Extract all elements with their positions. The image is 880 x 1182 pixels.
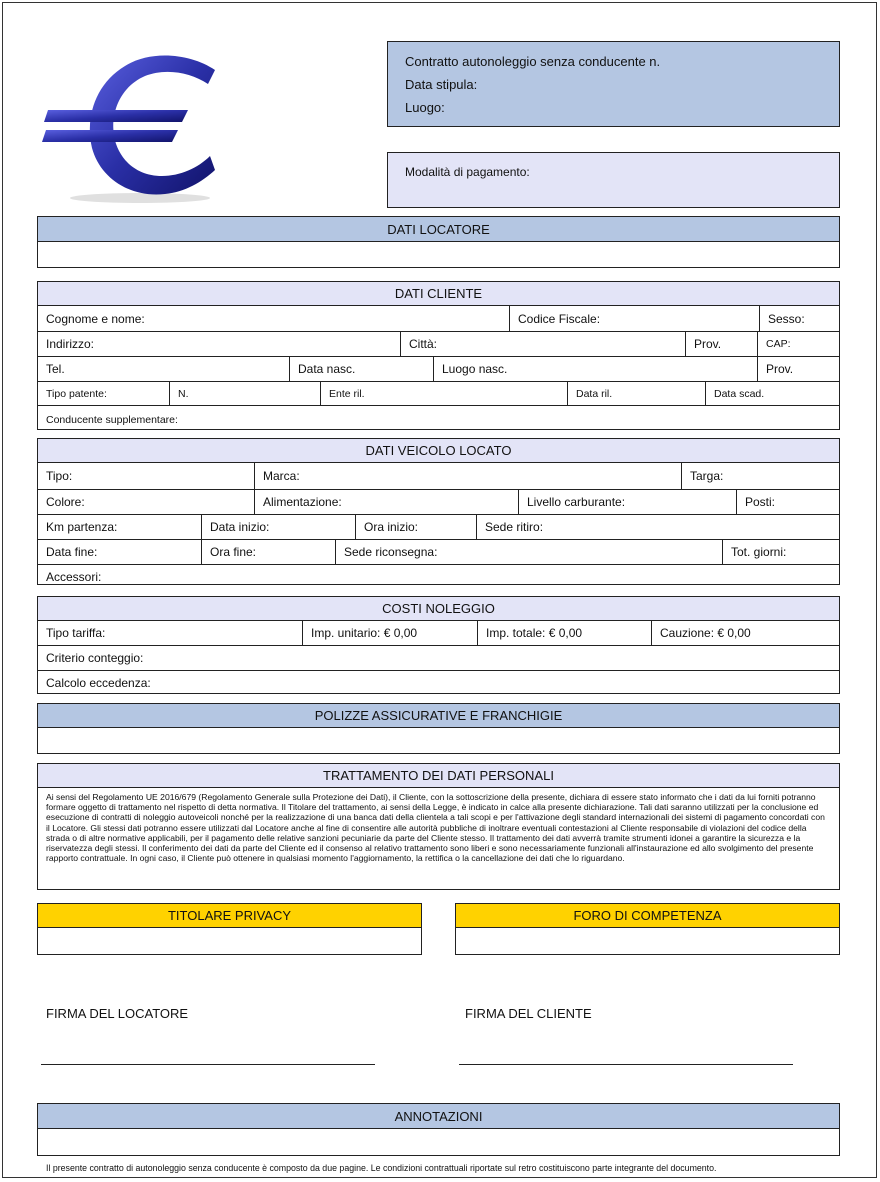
data-scad-field[interactable]: Data scad. (714, 387, 765, 400)
citta-field[interactable]: Città: (401, 332, 686, 356)
colore-field[interactable]: Colore: (38, 490, 255, 514)
contract-info-box (387, 41, 840, 127)
cauzione-field[interactable]: Cauzione: € 0,00 (660, 626, 751, 640)
tipo-tariffa-field[interactable]: Tipo tariffa: (38, 621, 303, 645)
prov-field[interactable]: Prov. (686, 332, 758, 356)
data-fine-field[interactable]: Data fine: (38, 540, 202, 564)
payment-label: Modalità di pagamento: (405, 165, 530, 179)
privacy-header: TRATTAMENTO DEI DATI PERSONALI (37, 763, 840, 788)
prov-nasc-field[interactable]: Prov. (766, 362, 794, 376)
alimentazione-field[interactable]: Alimentazione: (255, 490, 519, 514)
polizze-field[interactable] (37, 728, 840, 754)
conducente-supplementare-field[interactable]: Conducente supplementare: (46, 413, 178, 426)
sesso-field[interactable]: Sesso: (768, 311, 805, 326)
calcolo-eccedenza-field[interactable]: Calcolo eccedenza: (46, 676, 151, 690)
patente-number-field[interactable]: N. (170, 382, 321, 405)
footer-note: Il presente contratto di autonoleggio senza conducente è composto da due pagine. Le condizioni contrattuali riportate sul retro costituiscono parte integrante del documento. (46, 1163, 717, 1173)
locatore-header: DATI LOCATORE (37, 216, 840, 242)
privacy-text: Ai sensi del Regolamento UE 2016/679 (Regolamento Generale sulla Protezione dei Dati), il Cliente, con la sottoscrizione della presente, dichiara di essere stato informato che i dati da lui forniti potranno formare oggetto di trattamento nel rispetto di detta normativa. Il Titolare del trattamento, ai sensi della Legge, è indicato in calce alla presente dichiarazione. Tali dati saranno utilizzati per la conclusione ed esecuzione di contratti di noleggio autoveicoli nonché per la realizzazione di una banca dati della clientela a tali scopi e per l'attivazione degli standard internazionali dei sistemi di pagamento concordati con il Locatore. Gli stessi dati potranno essere utilizzati dal Locatore anche al fine di consentire alle autorità pubbliche di inoltrare eventuali contestazioni al Cliente responsabile di violazioni del codice della strada o di altre normative applicabili, per il pagamento delle relative sanzioni pecuniarie da parte del Cliente stesso. Il trattamento dei dati avverrà tramite strumenti idonei a garantire la sicurezza e la riservatezza degli stessi. Il conferimento dei dati da parte del Cliente ed il consenso al relativo trattamento sono liberi e sono necessariamente funzionali all'instaurazione ed allo svolgimento del presente rapporto contrattuale. In ogni caso, il Cliente può ottenere in qualsiasi momento l'aggiornamento, la rettifica o la cancellazione dei dati che lo riguardano. (37, 788, 840, 890)
annotazioni-field[interactable] (37, 1129, 840, 1156)
sede-ritiro-field[interactable]: Sede ritiro: (485, 520, 544, 534)
foro-field[interactable] (455, 928, 840, 955)
ora-fine-field[interactable]: Ora fine: (202, 540, 336, 564)
payment-box (387, 152, 840, 208)
locatore-field[interactable] (37, 242, 840, 268)
accessori-field[interactable]: Accessori: (46, 570, 102, 584)
veicolo-table (37, 463, 840, 585)
cliente-header: DATI CLIENTE (37, 281, 840, 306)
imp-totale-field[interactable]: Imp. totale: € 0,00 (478, 621, 652, 645)
data-inizio-field[interactable]: Data inizio: (202, 515, 356, 539)
contract-number-label: Contratto autonoleggio senza conducente n. (405, 54, 661, 69)
ora-inizio-field[interactable]: Ora inizio: (356, 515, 477, 539)
firma-locatore-label: FIRMA DEL LOCATORE (46, 1006, 189, 1021)
luogo-nasc-field[interactable]: Luogo nasc. (434, 357, 758, 381)
sede-riconsegna-field[interactable]: Sede riconsegna: (336, 540, 723, 564)
cognome-field[interactable]: Cognome e nome: (38, 306, 510, 331)
posti-field[interactable]: Posti: (745, 495, 776, 509)
tipo-field[interactable]: Tipo: (38, 463, 255, 489)
firma-cliente-line[interactable] (459, 1064, 793, 1065)
cap-field[interactable]: CAP: (766, 338, 791, 350)
veicolo-header: DATI VEICOLO LOCATO (37, 438, 840, 463)
euro-icon (40, 48, 230, 208)
firma-cliente-label: FIRMA DEL CLIENTE (465, 1006, 592, 1021)
marca-field[interactable]: Marca: (255, 463, 682, 489)
costi-table (37, 621, 840, 694)
codice-fiscale-field[interactable]: Codice Fiscale: (510, 306, 760, 331)
polizze-header: POLIZZE ASSICURATIVE E FRANCHIGIE (37, 703, 840, 728)
criterio-conteggio-field[interactable]: Criterio conteggio: (46, 651, 144, 665)
foro-header: FORO DI COMPETENZA (455, 903, 840, 928)
costi-header: COSTI NOLEGGIO (37, 596, 840, 621)
data-ril-field[interactable]: Data ril. (568, 382, 706, 405)
indirizzo-field[interactable]: Indirizzo: (38, 332, 401, 356)
titolare-privacy-field[interactable] (37, 928, 422, 955)
titolare-privacy-header: TITOLARE PRIVACY (37, 903, 422, 928)
contract-place-label: Luogo: (405, 100, 445, 115)
annotazioni-header: ANNOTAZIONI (37, 1103, 840, 1129)
contract-date-label: Data stipula: (405, 77, 478, 92)
tipo-patente-field[interactable]: Tipo patente: (38, 382, 170, 405)
cliente-table (37, 306, 840, 430)
data-nasc-field[interactable]: Data nasc. (290, 357, 434, 381)
ente-ril-field[interactable]: Ente ril. (321, 382, 568, 405)
livello-carburante-field[interactable]: Livello carburante: (519, 490, 737, 514)
firma-locatore-line[interactable] (41, 1064, 375, 1065)
imp-unitario-field[interactable]: Imp. unitario: € 0,00 (303, 621, 478, 645)
tel-field[interactable]: Tel. (38, 357, 290, 381)
km-partenza-field[interactable]: Km partenza: (38, 515, 202, 539)
tot-giorni-field[interactable]: Tot. giorni: (731, 545, 787, 559)
targa-field[interactable]: Targa: (690, 469, 724, 483)
